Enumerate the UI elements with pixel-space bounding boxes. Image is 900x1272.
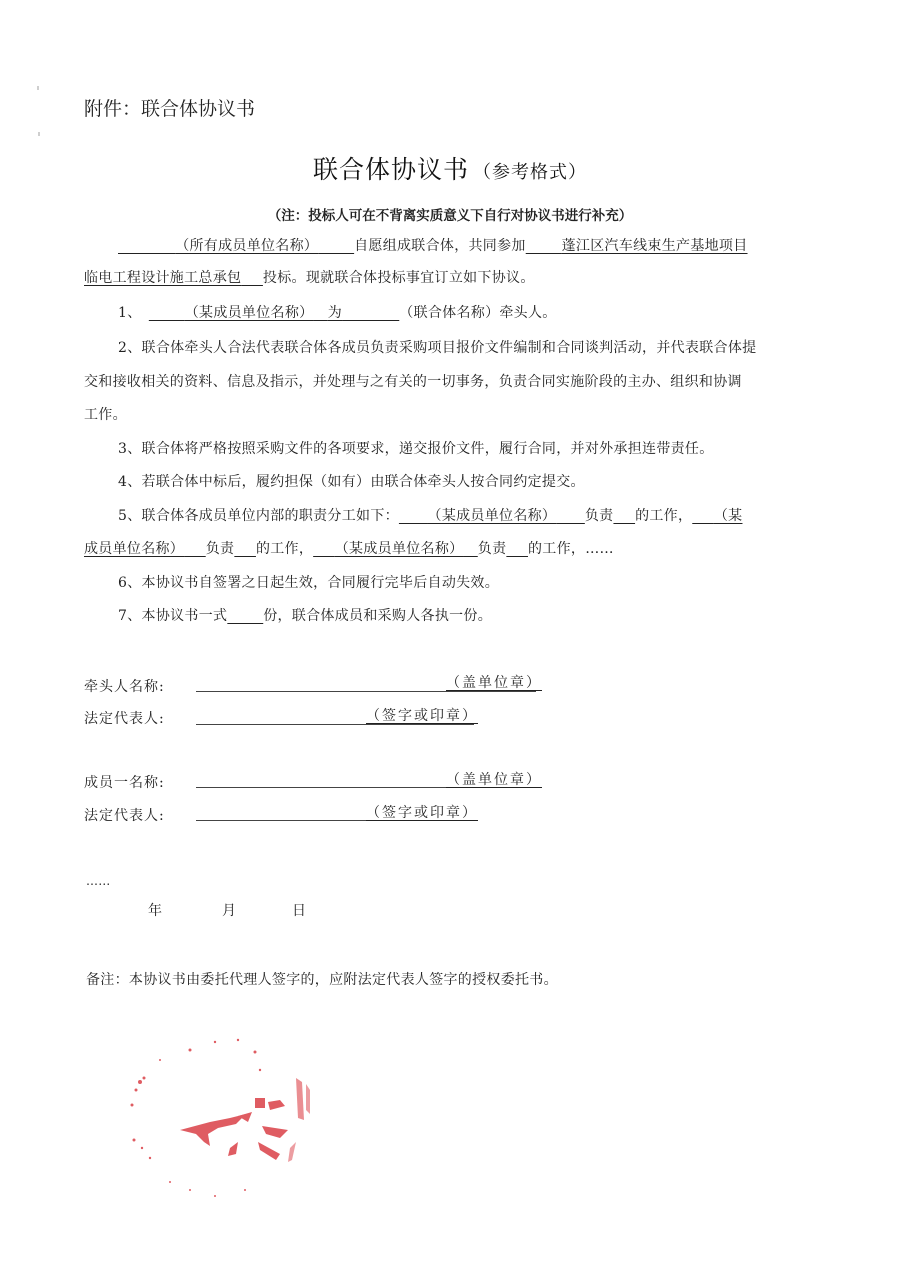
project-name-blank-1[interactable]: 蓬江区汽车线束生产基地项目 xyxy=(561,238,748,254)
lead-member-blank[interactable]: （某成员单位名称） 为 xyxy=(184,305,343,321)
clause-2-line-2: 交和接收相关的资料、信息及指示，并处理与之有关的一切事务，负责合同实施阶段的主办、组织和协调 xyxy=(84,374,742,390)
clause-5-line-1: 5、联合体各成员单位内部的职责分工如下： （某成员单位名称） 负责 的工作， （某 xyxy=(118,508,743,524)
copies-blank[interactable] xyxy=(227,608,263,624)
intro-line-2: 临电工程设计施工总承包 投标。现就联合体投标事宜订立如下协议。 xyxy=(84,270,535,286)
signature-ellipsis: …… xyxy=(86,874,111,888)
member-duty-blank-1[interactable]: （某成员单位名称） xyxy=(427,508,557,524)
member1-sign-hint: （签字或印章） xyxy=(366,805,478,821)
member-duty-blank-2b[interactable]: 成员单位名称） xyxy=(84,541,185,557)
clause-4: 4、若联合体中标后，履约担保（如有）由联合体牵头人按合同约定提交。 xyxy=(118,474,585,490)
clause-2-line-3: 工作。 xyxy=(84,407,127,423)
date-year: 年 xyxy=(148,903,163,919)
lead-name-label: 牵头人名称: xyxy=(84,679,165,695)
clause-6: 6、本协议书自签署之日起生效，合同履行完毕后自动失效。 xyxy=(118,575,500,591)
project-name-blank-2[interactable]: 临电工程设计施工总承包 xyxy=(84,270,242,286)
duty-blank-2[interactable] xyxy=(234,541,256,557)
date-month: 月 xyxy=(222,903,237,919)
duty-blank-3[interactable] xyxy=(506,541,528,557)
clause-3: 3、联合体将严格按照采购文件的各项要求，递交报价文件，履行合同，并对外承担连带责任。 xyxy=(118,441,714,457)
lead-sign-hint: （签字或印章） xyxy=(366,708,478,724)
official-seal-stamp xyxy=(120,1030,320,1210)
clause-1: 1、 （某成员单位名称） 为 （联合体名称）牵头人。 xyxy=(118,305,557,321)
clause-2-line-1: 2、联合体牵头人合法代表联合体各成员负责采购项目报价文件编制和合同谈判活动，并代表联合体提 xyxy=(118,340,757,356)
member1-seal-hint: （盖单位章） xyxy=(446,772,542,788)
lead-seal-hint: （盖单位章） xyxy=(446,675,542,691)
scan-mark xyxy=(37,86,39,90)
attachment-label: 附件：联合体协议书 xyxy=(84,98,256,120)
member1-legal-rep-label: 法定代表人: xyxy=(84,808,165,824)
remark: 备注：本协议书由委托代理人签字的，应附法定代表人签字的授权委托书。 xyxy=(86,972,558,988)
clause-7: 7、本协议书一式 份，联合体成员和采购人各执一份。 xyxy=(118,608,493,624)
title-main: 联合体协议书 xyxy=(312,155,469,184)
member-names-blank[interactable]: （所有成员单位名称） xyxy=(175,238,319,254)
scan-mark xyxy=(38,132,40,136)
intro-line-1: （所有成员单位名称） 自愿组成联合体，共同参加 蓬江区汽车线束生产基地项目 xyxy=(118,239,748,253)
duty-blank-1[interactable] xyxy=(613,508,635,524)
lead-legal-rep-label: 法定代表人: xyxy=(84,711,165,727)
clause-5-line-2: 成员单位名称） 负责 的工作， （某成员单位名称） 负责 的工作，…… xyxy=(84,541,614,557)
document-title xyxy=(0,150,900,186)
member-duty-blank-3[interactable]: （某成员单位名称） xyxy=(334,541,464,557)
title-suffix: （参考格式） xyxy=(473,162,587,183)
supplement-note: （注：投标人可在不背离实质意义下自行对协议书进行补充） xyxy=(267,208,633,224)
date-day: 日 xyxy=(292,903,307,919)
member-duty-blank-2a[interactable]: （某 xyxy=(713,508,743,524)
member1-name-label: 成员一名称: xyxy=(84,775,165,791)
